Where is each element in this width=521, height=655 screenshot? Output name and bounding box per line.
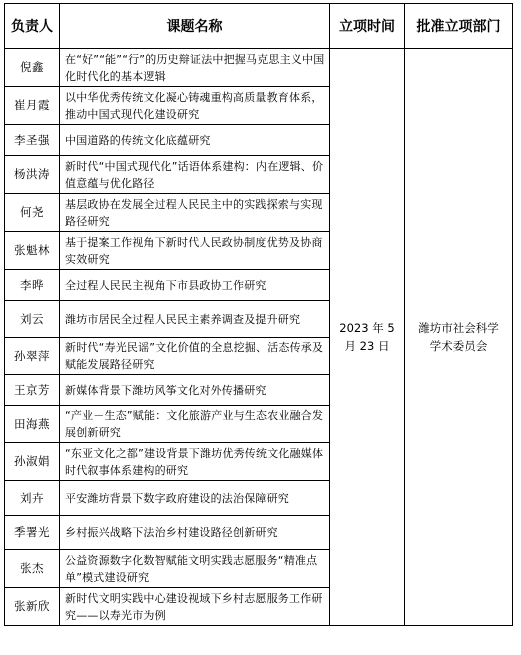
header-dept: 批准立项部门 [405, 4, 513, 49]
project-title-cell: 新时代文明实践中心建设视域下乡村志愿服务工作研究——以寿光市为例 [60, 588, 330, 626]
project-table [4, 3, 513, 626]
project-title-cell: “产业－生态”赋能：文化旅游产业与生态农业融合发展创新研究 [60, 406, 330, 443]
project-title-cell: “东亚文化之都”建设背景下潍坊优秀传统文化融媒体时代叙事体系建构的研究 [60, 443, 330, 481]
leader-cell: 李圣强 [5, 125, 60, 156]
header-leader: 负责人 [5, 4, 60, 49]
leader-cell: 王京芳 [5, 375, 60, 406]
leader-cell: 刘云 [5, 301, 60, 338]
project-title-cell: 以中华优秀传统文化凝心铸魂重构高质量教育体系，推动中国式现代化建设研究 [60, 87, 330, 125]
leader-cell: 张杰 [5, 550, 60, 588]
leader-cell: 张新欣 [5, 588, 60, 626]
leader-cell: 李晔 [5, 270, 60, 301]
project-title-cell: 新媒体背景下潍坊风筝文化对外传播研究 [60, 375, 330, 406]
project-title-cell: 中国道路的传统文化底蕴研究 [60, 125, 330, 156]
leader-cell: 孙淑娟 [5, 443, 60, 481]
header-title: 课题名称 [60, 4, 330, 49]
table-body [5, 49, 513, 626]
table-row [5, 49, 513, 87]
project-title-cell: 新时代“寿光民谣”文化价值的全息挖掘、活态传承及赋能发展路径研究 [60, 338, 330, 375]
project-title-cell: 公益资源数字化数智赋能文明实践志愿服务“精准点单”模式建设研究 [60, 550, 330, 588]
leader-cell: 崔月霞 [5, 87, 60, 125]
project-title-cell: 乡村振兴战略下法治乡村建设路径创新研究 [60, 516, 330, 550]
leader-cell: 倪鑫 [5, 49, 60, 87]
project-title-cell: 在“好”“能”“行”的历史辩证法中把握马克思主义中国化时代化的基本逻辑 [60, 49, 330, 87]
header-time: 立项时间 [330, 4, 405, 49]
header-row [5, 4, 513, 49]
project-title-cell: 基于提案工作视角下新时代人民政协制度优势及协商实效研究 [60, 232, 330, 270]
approval-time-cell: 2023 年 5 月 23 日 [330, 49, 405, 626]
project-title-cell: 基层政协在发展全过程人民民主中的实践探索与实现路径研究 [60, 194, 330, 232]
leader-cell: 孙翠萍 [5, 338, 60, 375]
project-title-cell: 全过程人民民主视角下市县政协工作研究 [60, 270, 330, 301]
approval-dept-cell: 潍坊市社会科学学术委员会 [405, 49, 513, 626]
leader-cell: 刘卉 [5, 481, 60, 516]
leader-cell: 季署光 [5, 516, 60, 550]
project-title-cell: 新时代“中国式现代化”话语体系建构：内在逻辑、价值意蕴与优化路径 [60, 156, 330, 194]
project-table-container [4, 3, 513, 626]
leader-cell: 杨洪涛 [5, 156, 60, 194]
project-title-cell: 潍坊市居民全过程人民民主素养调查及提升研究 [60, 301, 330, 338]
leader-cell: 张魁林 [5, 232, 60, 270]
project-title-cell: 平安潍坊背景下数字政府建设的法治保障研究 [60, 481, 330, 516]
leader-cell: 田海燕 [5, 406, 60, 443]
leader-cell: 何尧 [5, 194, 60, 232]
